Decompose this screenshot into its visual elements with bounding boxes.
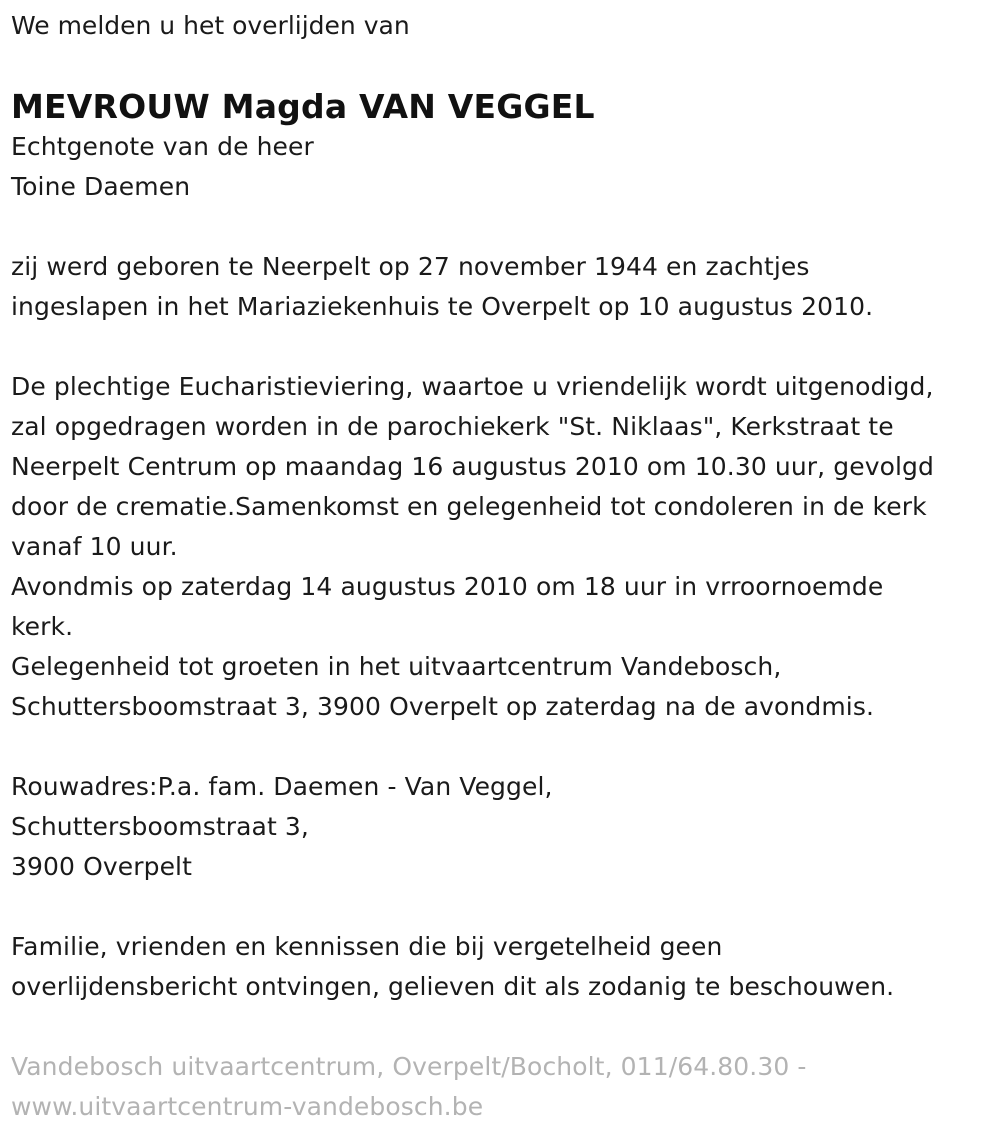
address-line: 3900 Overpelt (11, 852, 192, 881)
paragraph-line: zij werd geboren te Neerpelt op 27 november 1944 en zachtjes (11, 252, 810, 281)
paragraph-line: overlijdensbericht ontvingen, gelieven dit als zodanig te beschouwen. (11, 972, 895, 1001)
paragraph-line: ingeslapen in het Mariaziekenhuis te Overpelt op 10 augustus 2010. (11, 292, 874, 321)
paragraph-line: kerk. (11, 612, 74, 641)
paragraph-line: door de crematie.Samenkomst en gelegenheid tot condoleren in de kerk (11, 492, 927, 521)
mourning-address (11, 767, 991, 887)
paragraph-line: zal opgedragen worden in de parochiekerk "St. Niklaas", Kerkstraat te (11, 412, 894, 441)
footer-contact: Vandebosch uitvaartcentrum, Overpelt/Bocholt, 011/64.80.30 - (11, 1052, 807, 1081)
spacer (11, 1007, 991, 1047)
paragraph-line: Neerpelt Centrum op maandag 16 augustus 2010 om 10.30 uur, gevolgd (11, 452, 934, 481)
funeral-home-footer (11, 1047, 991, 1127)
relation-line: Echtgenote van de heer (11, 132, 314, 161)
address-line: Schuttersboomstraat 3, (11, 812, 309, 841)
death-notice (11, 6, 991, 1127)
spacer (11, 207, 991, 247)
spacer (11, 887, 991, 927)
intro-text: We melden u het overlijden van (11, 11, 410, 40)
spacer (11, 327, 991, 367)
footer-website-link[interactable]: www.uitvaartcentrum-vandebosch.be (11, 1092, 484, 1121)
paragraph-line: Familie, vrienden en kennissen die bij vergetelheid geen (11, 932, 723, 961)
spacer (11, 727, 991, 767)
paragraph-line: Schuttersboomstraat 3, 3900 Overpelt op zaterdag na de avondmis. (11, 692, 875, 721)
paragraph-line: Avondmis op zaterdag 14 augustus 2010 om 18 uur in vrroornoemde (11, 572, 884, 601)
ceremony-paragraph (11, 367, 991, 727)
deceased-name: MEVROUW Magda VAN VEGGEL (11, 87, 595, 126)
birth-death-paragraph (11, 247, 991, 327)
spouse-name: Toine Daemen (11, 172, 191, 201)
closing-paragraph (11, 927, 991, 1007)
paragraph-line: Gelegenheid tot groeten in het uitvaartcentrum Vandebosch, (11, 652, 782, 681)
address-line: Rouwadres:P.a. fam. Daemen - Van Veggel, (11, 772, 553, 801)
paragraph-line: De plechtige Eucharistieviering, waartoe u vriendelijk wordt uitgenodigd, (11, 372, 934, 401)
paragraph-line: vanaf 10 uur. (11, 532, 178, 561)
